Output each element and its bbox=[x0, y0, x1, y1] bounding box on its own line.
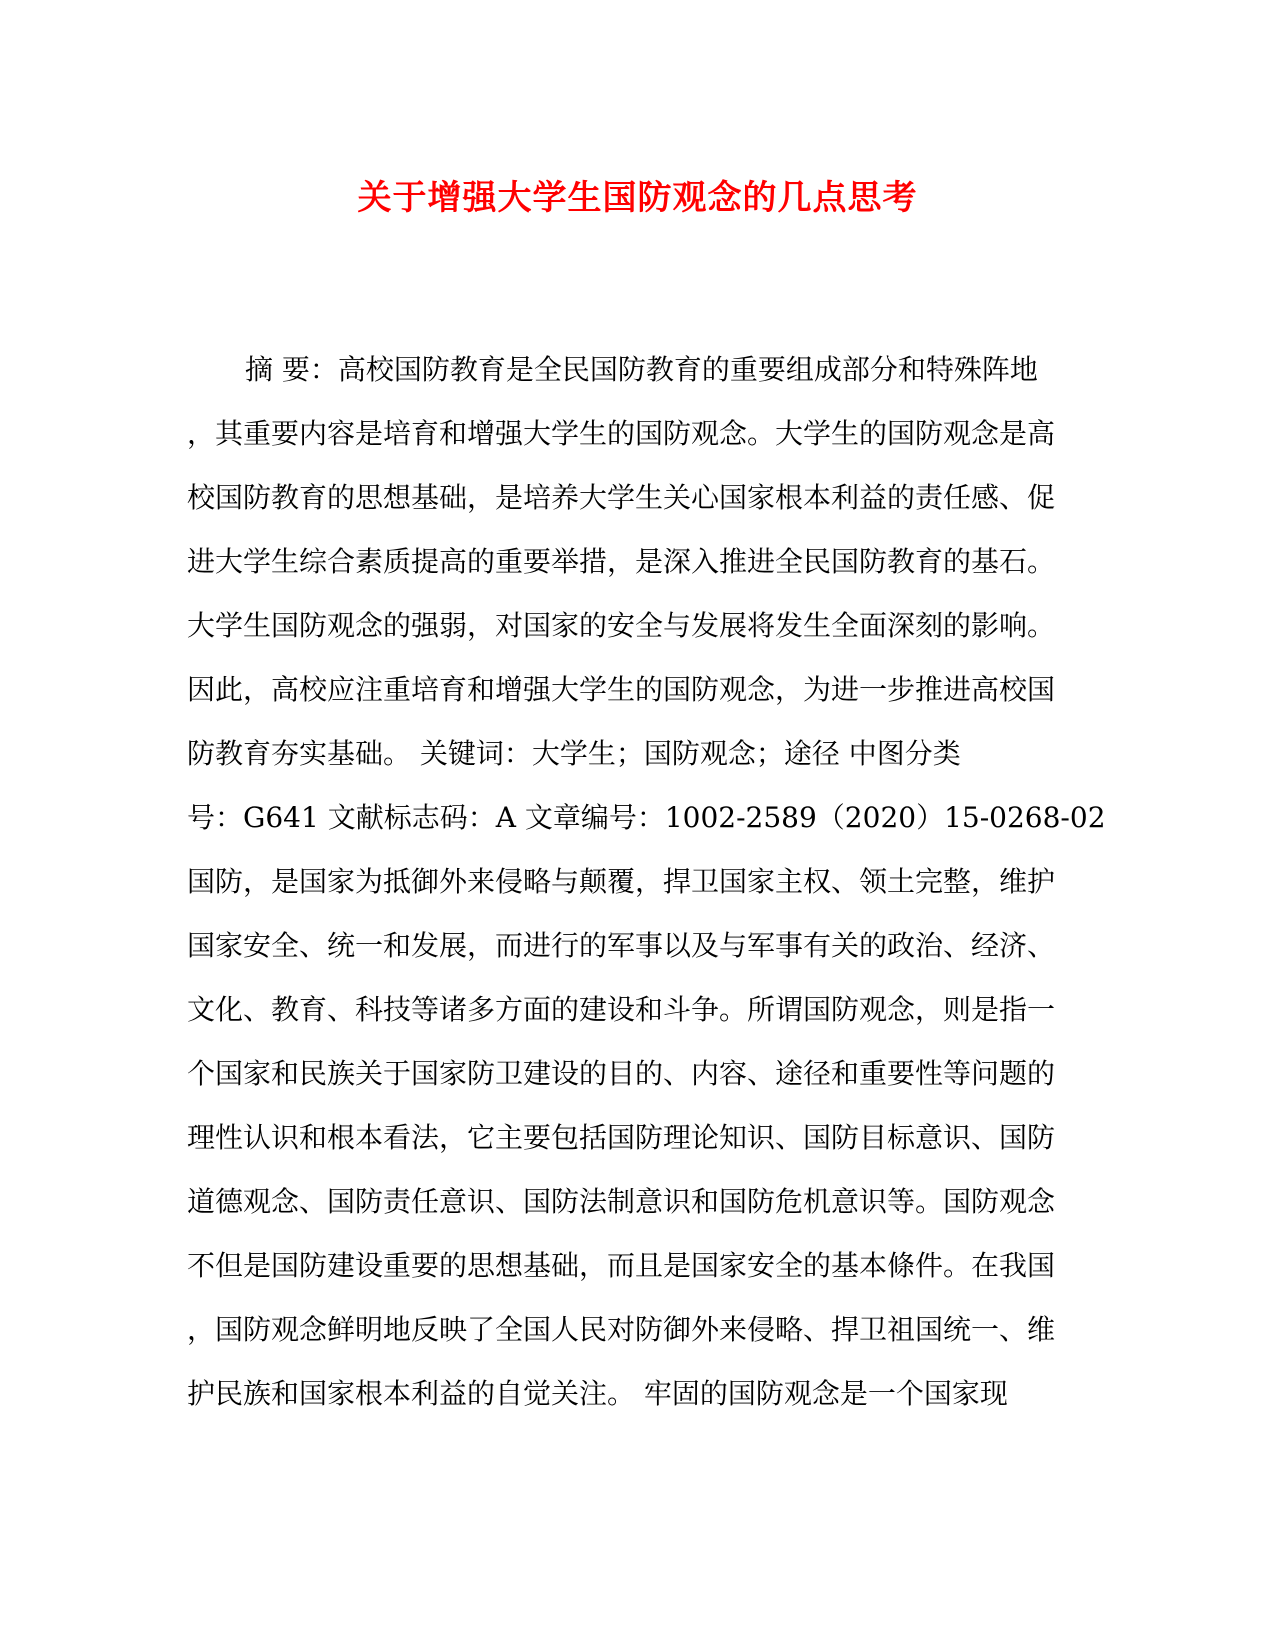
body-line: 号：G641 文献标志码：A 文章编号：1002-2589（2020）15-0268-02 bbox=[187, 801, 1106, 834]
body-line: 国家安全、统一和发展，而进行的军事以及与军事有关的政治、经济、 bbox=[187, 929, 1056, 962]
document-body bbox=[187, 350, 1106, 1438]
body-line: ，国防观念鲜明地反映了全国人民对防御外来侵略、捍卫祖国统一、维 bbox=[187, 1313, 1056, 1346]
body-line: 理性认识和根本看法，它主要包括国防理论知识、国防目标意识、国防 bbox=[187, 1121, 1056, 1154]
body-line: 防教育夯实基础。 关键词：大学生；国防观念；途径 中图分类 bbox=[187, 737, 961, 770]
body-line: 摘 要：高校国防教育是全民国防教育的重要组成部分和特殊阵地 bbox=[245, 353, 1038, 386]
body-line: 不但是国防建设重要的思想基础，而且是国家安全的基本條件。在我国 bbox=[187, 1249, 1056, 1282]
body-line: 护民族和国家根本利益的自觉关注。 牢固的国防观念是一个国家现 bbox=[187, 1377, 1008, 1410]
body-line: 大学生国防观念的强弱，对国家的安全与发展将发生全面深刻的影响。 bbox=[187, 609, 1056, 642]
body-line: 个国家和民族关于国家防卫建设的目的、内容、途径和重要性等问题的 bbox=[187, 1057, 1056, 1090]
body-line: 校国防教育的思想基础，是培养大学生关心国家根本利益的责任感、促 bbox=[187, 481, 1056, 514]
body-line: 国防，是国家为抵御外来侵略与颠覆，捍卫国家主权、领土完整，维护 bbox=[187, 865, 1056, 898]
document-title: 关于增强大学生国防观念的几点思考 bbox=[357, 178, 918, 218]
body-line: 进大学生综合素质提高的重要举措，是深入推进全民国防教育的基石。 bbox=[187, 545, 1056, 578]
body-line: 因此，高校应注重培育和增强大学生的国防观念，为进一步推进高校国 bbox=[187, 673, 1056, 706]
body-line: ，其重要内容是培育和增强大学生的国防观念。大学生的国防观念是高 bbox=[187, 417, 1056, 450]
body-line: 文化、教育、科技等诸多方面的建设和斗争。所谓国防观念，则是指一 bbox=[187, 993, 1056, 1026]
body-line: 道德观念、国防责任意识、国防法制意识和国防危机意识等。国防观念 bbox=[187, 1185, 1056, 1218]
